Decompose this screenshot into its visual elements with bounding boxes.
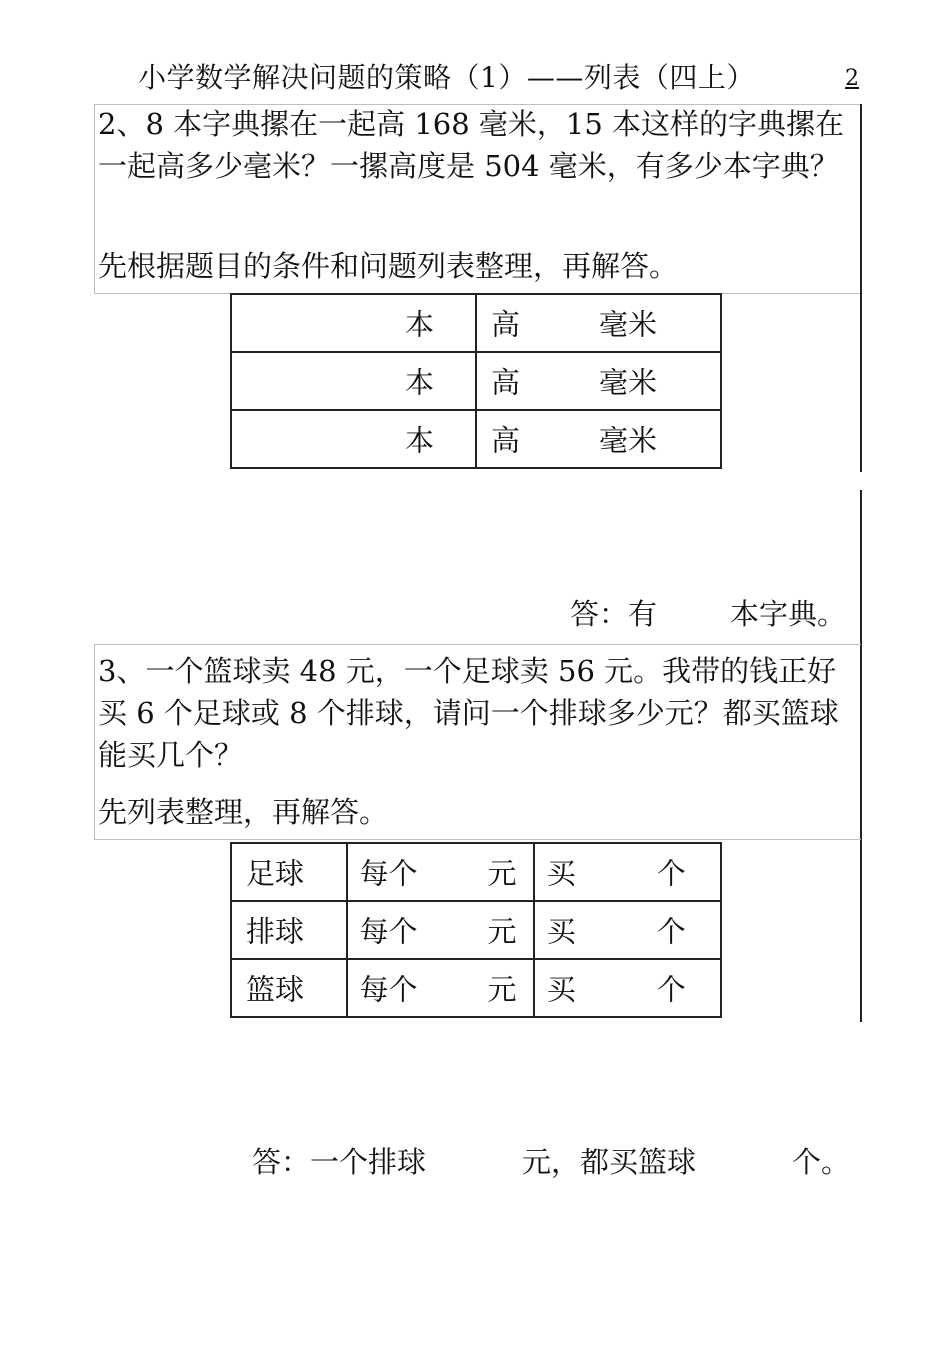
- table-row: [231, 410, 721, 468]
- question-2-text: 2、8 本字典摞在一起高 168 毫米，15 本这样的字典摞在一起高多少毫米？一摞高度是 504 毫米，有多少本字典？: [98, 107, 845, 183]
- cell-each: 每个: [359, 856, 418, 891]
- table-cell: [231, 843, 347, 901]
- table-cell: [476, 294, 721, 352]
- cell-each: 每个: [359, 972, 418, 1007]
- page-number: 2: [845, 66, 859, 91]
- question-3-instruction: 先列表整理，再解答。: [98, 795, 389, 829]
- question-3-answer-part1: 答：一个排球: [252, 1145, 427, 1179]
- cell-buy: 买: [546, 856, 576, 891]
- cell-yuan: 元: [487, 856, 517, 891]
- cell-each: 每个: [359, 914, 418, 949]
- cell-item: 篮球: [246, 972, 305, 1007]
- cell-label-gao: 高: [491, 365, 521, 400]
- cell-item: 排球: [246, 914, 305, 949]
- table-cell: [231, 901, 347, 959]
- table-cell: [476, 410, 721, 468]
- table-cell: [231, 959, 347, 1017]
- table-cell: [347, 901, 534, 959]
- table-cell: [347, 959, 534, 1017]
- question-3-answer-part3: 个。: [792, 1145, 851, 1179]
- table-cell: [231, 410, 476, 468]
- table-row: [231, 959, 721, 1017]
- page-title: 小学数学解决问题的策略（1）——列表（四上）: [138, 61, 755, 94]
- question-3-answer-part2: 元，都买篮球: [522, 1145, 697, 1179]
- table-cell: [347, 843, 534, 901]
- table-cell: [534, 843, 721, 901]
- cell-yuan: 元: [487, 914, 517, 949]
- cell-ge: 个: [656, 856, 686, 891]
- cell-label-ben: 本: [405, 365, 435, 400]
- dictionary-table: [230, 293, 722, 469]
- question-2-answer-prefix: 答：有: [570, 597, 658, 631]
- cell-ge: 个: [656, 914, 686, 949]
- cell-yuan: 元: [487, 972, 517, 1007]
- cell-label-ben: 本: [405, 307, 435, 342]
- table-row: [231, 843, 721, 901]
- right-border-line: [860, 104, 862, 472]
- cell-label-gao: 高: [491, 307, 521, 342]
- cell-item: 足球: [246, 856, 305, 891]
- cell-buy: 买: [546, 914, 576, 949]
- cell-ge: 个: [656, 972, 686, 1007]
- cell-label-unit: 毫米: [599, 307, 658, 342]
- cell-label-unit: 毫米: [599, 423, 658, 458]
- question-3-text: 3、一个篮球卖 48 元，一个足球卖 56 元。我带的钱正好买 6 个足球或 8 个排球，请问一个排球多少元？都买篮球能买几个？: [98, 654, 839, 772]
- table-row: [231, 352, 721, 410]
- table-cell: [534, 901, 721, 959]
- table-row: [231, 901, 721, 959]
- ball-price-table: [230, 842, 722, 1018]
- table-row: [231, 294, 721, 352]
- question-2-instruction: 先根据题目的条件和问题列表整理，再解答。: [98, 249, 679, 283]
- cell-buy: 买: [546, 972, 576, 1007]
- table-cell: [476, 352, 721, 410]
- cell-label-ben: 本: [405, 423, 435, 458]
- table-cell: [534, 959, 721, 1017]
- table-cell: [231, 352, 476, 410]
- question-2-answer-suffix: 本字典。: [730, 597, 847, 631]
- cell-label-unit: 毫米: [599, 365, 658, 400]
- table-cell: [231, 294, 476, 352]
- cell-label-gao: 高: [491, 423, 521, 458]
